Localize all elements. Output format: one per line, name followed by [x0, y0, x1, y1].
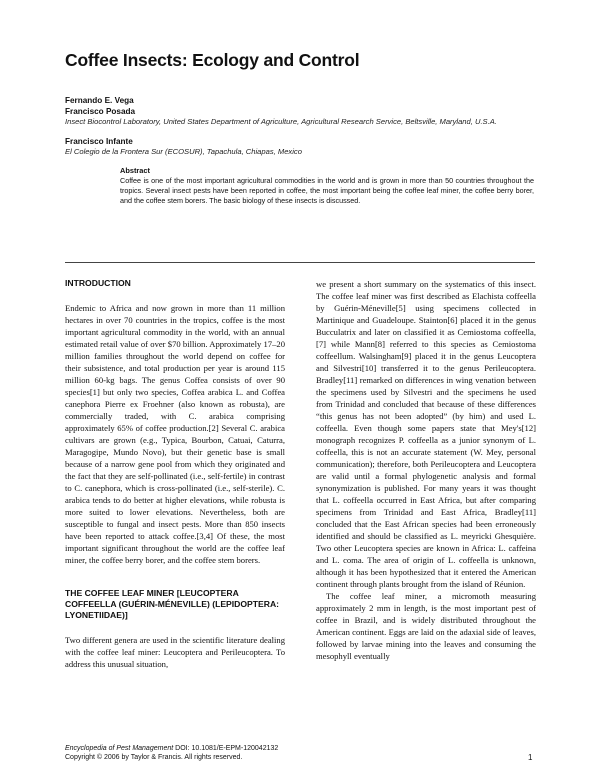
copyright: Copyright © 2006 by Taylor & Francis. All rights reserved.	[65, 754, 243, 761]
author-name: Francisco Posada	[65, 107, 136, 116]
journal-name: Encyclopedia of Pest Management	[65, 745, 174, 752]
paragraph: Two different genera are used in the scientific literature dealing with the coffee leaf miner: Leucoptera and Perileucoptera. To address this unusual situation,	[65, 635, 285, 669]
left-column	[65, 278, 285, 670]
author-affiliation: El Colegio de la Frontera Sur (ECOSUR), Tapachula, Chiapas, Mexico	[65, 146, 302, 156]
doi: DOI: 10.1081/E-EPM-120042132	[175, 745, 279, 752]
paragraph: The coffee leaf miner, a micromoth measuring approximately 2 mm in length, is the most important pest of coffee in Brazil, and is widely distributed throughout the American continent. Eggs are laid on the adaxial side of leaves, followed by larvae mining into the leaves and consuming the mesophyll eventually	[316, 591, 536, 661]
right-column	[316, 278, 536, 662]
author-name: Fernando E. Vega	[65, 96, 134, 105]
author-affiliation: Insect Biocontrol Laboratory, United States Department of Agriculture, Agricultural Research Service, Beltsville, Maryland, U.S.A.	[65, 117, 497, 126]
paper-title: Coffee Insects: Ecology and Control	[65, 50, 360, 70]
paragraph: Endemic to Africa and now grown in more than 11 million hectares in over 70 countries in the tropics, coffee is the most important agricultural commodity in the world, with an annual estimated retail value of over $70 billion. Approximately 17–20 million families throughout the world depend on coffee for their subsistence, and total production per year is around 115 million 60-kg bags. The genus Coffea consists of over 90 species[1] but only two species, Coffea arabica L. and Coffea canephora Pierre ex Froehner (also known as robusta), are commercially traded, with C. arabica comprising approximately 65% of coffee production.[2] Several C. arabica cultivars are grown (e.g., Typica, Bourbon, Catuai, Caturra, Maragogipe, Mundo Novo), but their genetic base is small because of a narrow gene pool from which they originated and the fact that they are self-pollinated (i.e., self-fertile) in contrast to C. canephora, which is cross-pollinated (i.e., self-sterile). C. arabica tends to do better at higher elevations, while robusta is more suited to lower elevations. Nevertheless, both are susceptible to fungal and insect pests. More than 850 insects have been reported to attack coffee.[3,4] Of these, the most important significant throughout the world are the coffee leaf miner, the coffee berry borer, and the coffee stem borers.	[65, 303, 285, 565]
paragraph: we present a short summary on the systematics of this insect. The coffee leaf miner was first described as Elachista coffeella by Guérin-Méneville[5] using specimens collected in Martinique and Guadeloupe. Stainton[6] placed it in the genus Bucculatrix and later on classified it as Cemiostoma coffeella,[7] while Mann[8] referred to this species as Cemiostoma coffeellum. Walsingham[9] placed it in the genus Leucoptera and Silvestri[10] transferred it to the genus Perileucoptera. Bradley[11] remarked on differences in wing venation between the specimens used by Silvestri and the specimens he used from Trinidad and concluded that because of these differences “this genus has not been adopted” (by him) and used L. coffeella. Even though some papers state that Mey's[12] monograph recognizes P. coffeella as a junior synonym of L. coffeella, this is not an accurate statement (W. Mey, personal communication); therefore, both Perileucoptera and Leucoptera are valid until a formal phylogenetic analysis and formal synonymization is published. For many years it was thought that L. coffeella occurred in East Africa, but after comparing specimens from Trinidad and East Africa, Bradley[11] concluded that the East African species had been erroneously identified and should be classified as L. meyricki Ghesquière. Two other Leucoptera species are known in Africa: L. caffeina and L. coma. The area of origin of L. coffeella is unknown, although it has been hypothesized that it entered the American continent through plants brought from the island of Réunion.	[316, 279, 536, 589]
author-name: Francisco Infante	[65, 136, 133, 146]
abstract-heading: Abstract	[120, 166, 150, 175]
section-heading-introduction: INTRODUCTION	[65, 278, 131, 288]
divider	[65, 262, 535, 263]
section-heading-coffee-leaf-miner: THE COFFEE LEAF MINER [LEUCOPTERA COFFEELLA (GUÉRIN-MÉNEVILLE) (LEPIDOPTERA: LYONETIIDAE)]	[65, 588, 280, 620]
page-footer	[65, 744, 278, 762]
page-number: 1	[528, 753, 533, 762]
author-block	[65, 95, 535, 157]
abstract-body: Coffee is one of the most important agricultural commodities in the world and is grown in more than 50 countries throughout the tropics. Several insect pests have been reported in coffee, the most important being the coffee leaf miner, the coffee berry borer, and the coffee stem borers. The basic biology of these insects is discussed.	[120, 176, 534, 206]
abstract	[120, 166, 534, 207]
